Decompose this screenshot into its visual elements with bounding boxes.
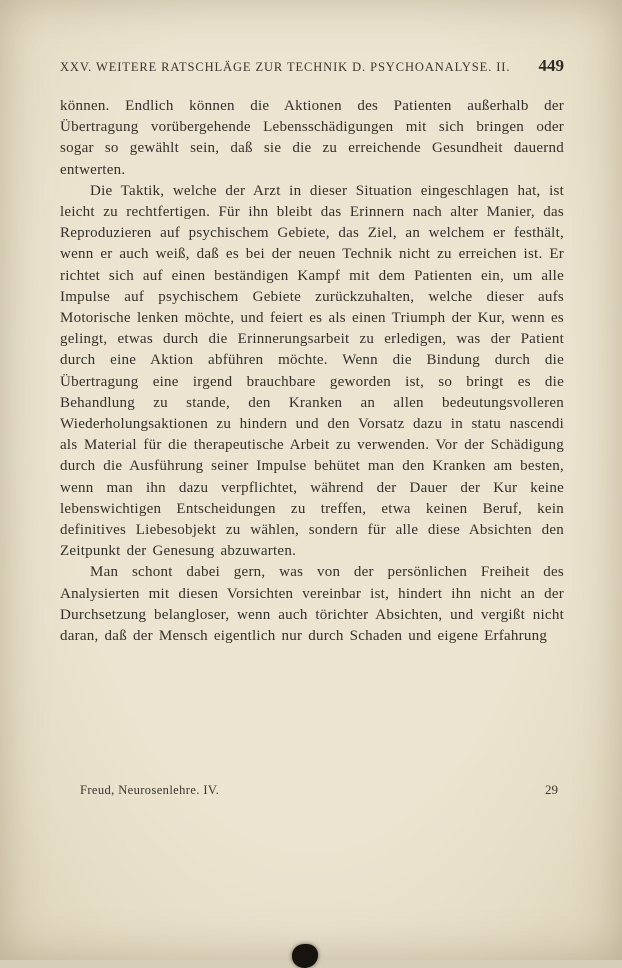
footer-page-number: 29: [545, 782, 558, 797]
footer-signature: Freud, Neurosenlehre. IV.: [80, 783, 220, 797]
page-header: [60, 56, 564, 76]
header-page-number: 449: [538, 56, 564, 75]
paragraph: Die Taktik, welche der Arzt in dieser Situation eingeschlagen hat, ist leicht zu rechtfertigen. Für ihn bleibt das Erinnern nach alter Manier, das Reproduzieren auf psychischem Gebiete, das Ziel, an welchem er festhält, wenn er auch weiß, daß es bei der neuen Technik nicht zu erreichen ist. Er richtet sich auf einen beständigen Kampf mit dem Patienten ein, um alle Impulse auf psychischem Gebiete zurückzuhalten, welche dieser aufs Motorische lenken möchte, und feiert es als einen Triumph der Kur, wenn es gelingt, etwas durch die Erinnerungsarbeit zu erledigen, was der Patient durch eine Aktion abführen möchte. Wenn die Bindung durch die Übertragung eine irgend brauchbare geworden ist, so bringt es die Behandlung zu stande, den Kranken an allen bedeutungsvolleren Wiederholungsaktionen zu hindern und den Vorsatz dazu in statu nascendi als Material für die therapeutische Arbeit zu verwenden. Vor der Schädigung durch die Ausführung seiner Impulse behütet man den Kranken am besten, wenn man ihn dazu verpflichtet, während der Dauer der Kur keine lebenswichtigen Entscheidungen zu treffen, etwa keinen Beruf, kein definitives Liebesobjekt zu wählen, sondern für alle diese Absichten den Zeitpunkt der Genesung abzuwarten.: [60, 182, 564, 560]
page-body: [60, 96, 564, 647]
page-footer: [60, 782, 564, 798]
paragraph: können. Endlich können die Aktionen des Patienten außerhalb der Übertragung vorübergehende Lebensschädigungen mit sich bringen oder sogar so gewählt sein, daß sie die zu erreichende Gesundheit dauernd entwerten.: [60, 98, 564, 178]
paragraph: Man schont dabei gern, was von der persönlichen Freiheit des Analysierten mit diesen Vorsichten vereinbar ist, hindert ihn nicht an der Durchsetzung belangloser, wenn auch törichter Absichten, und vergißt nicht daran, daß der Mensch eigentlich nur durch Schaden und eigene Erfahrung: [60, 564, 564, 645]
running-head-title: XXV. WEITERE RATSCHLÄGE ZUR TECHNIK D. PSYCHOANALYSE. II.: [60, 60, 511, 74]
ink-blot-scan-artifact: [292, 944, 318, 968]
